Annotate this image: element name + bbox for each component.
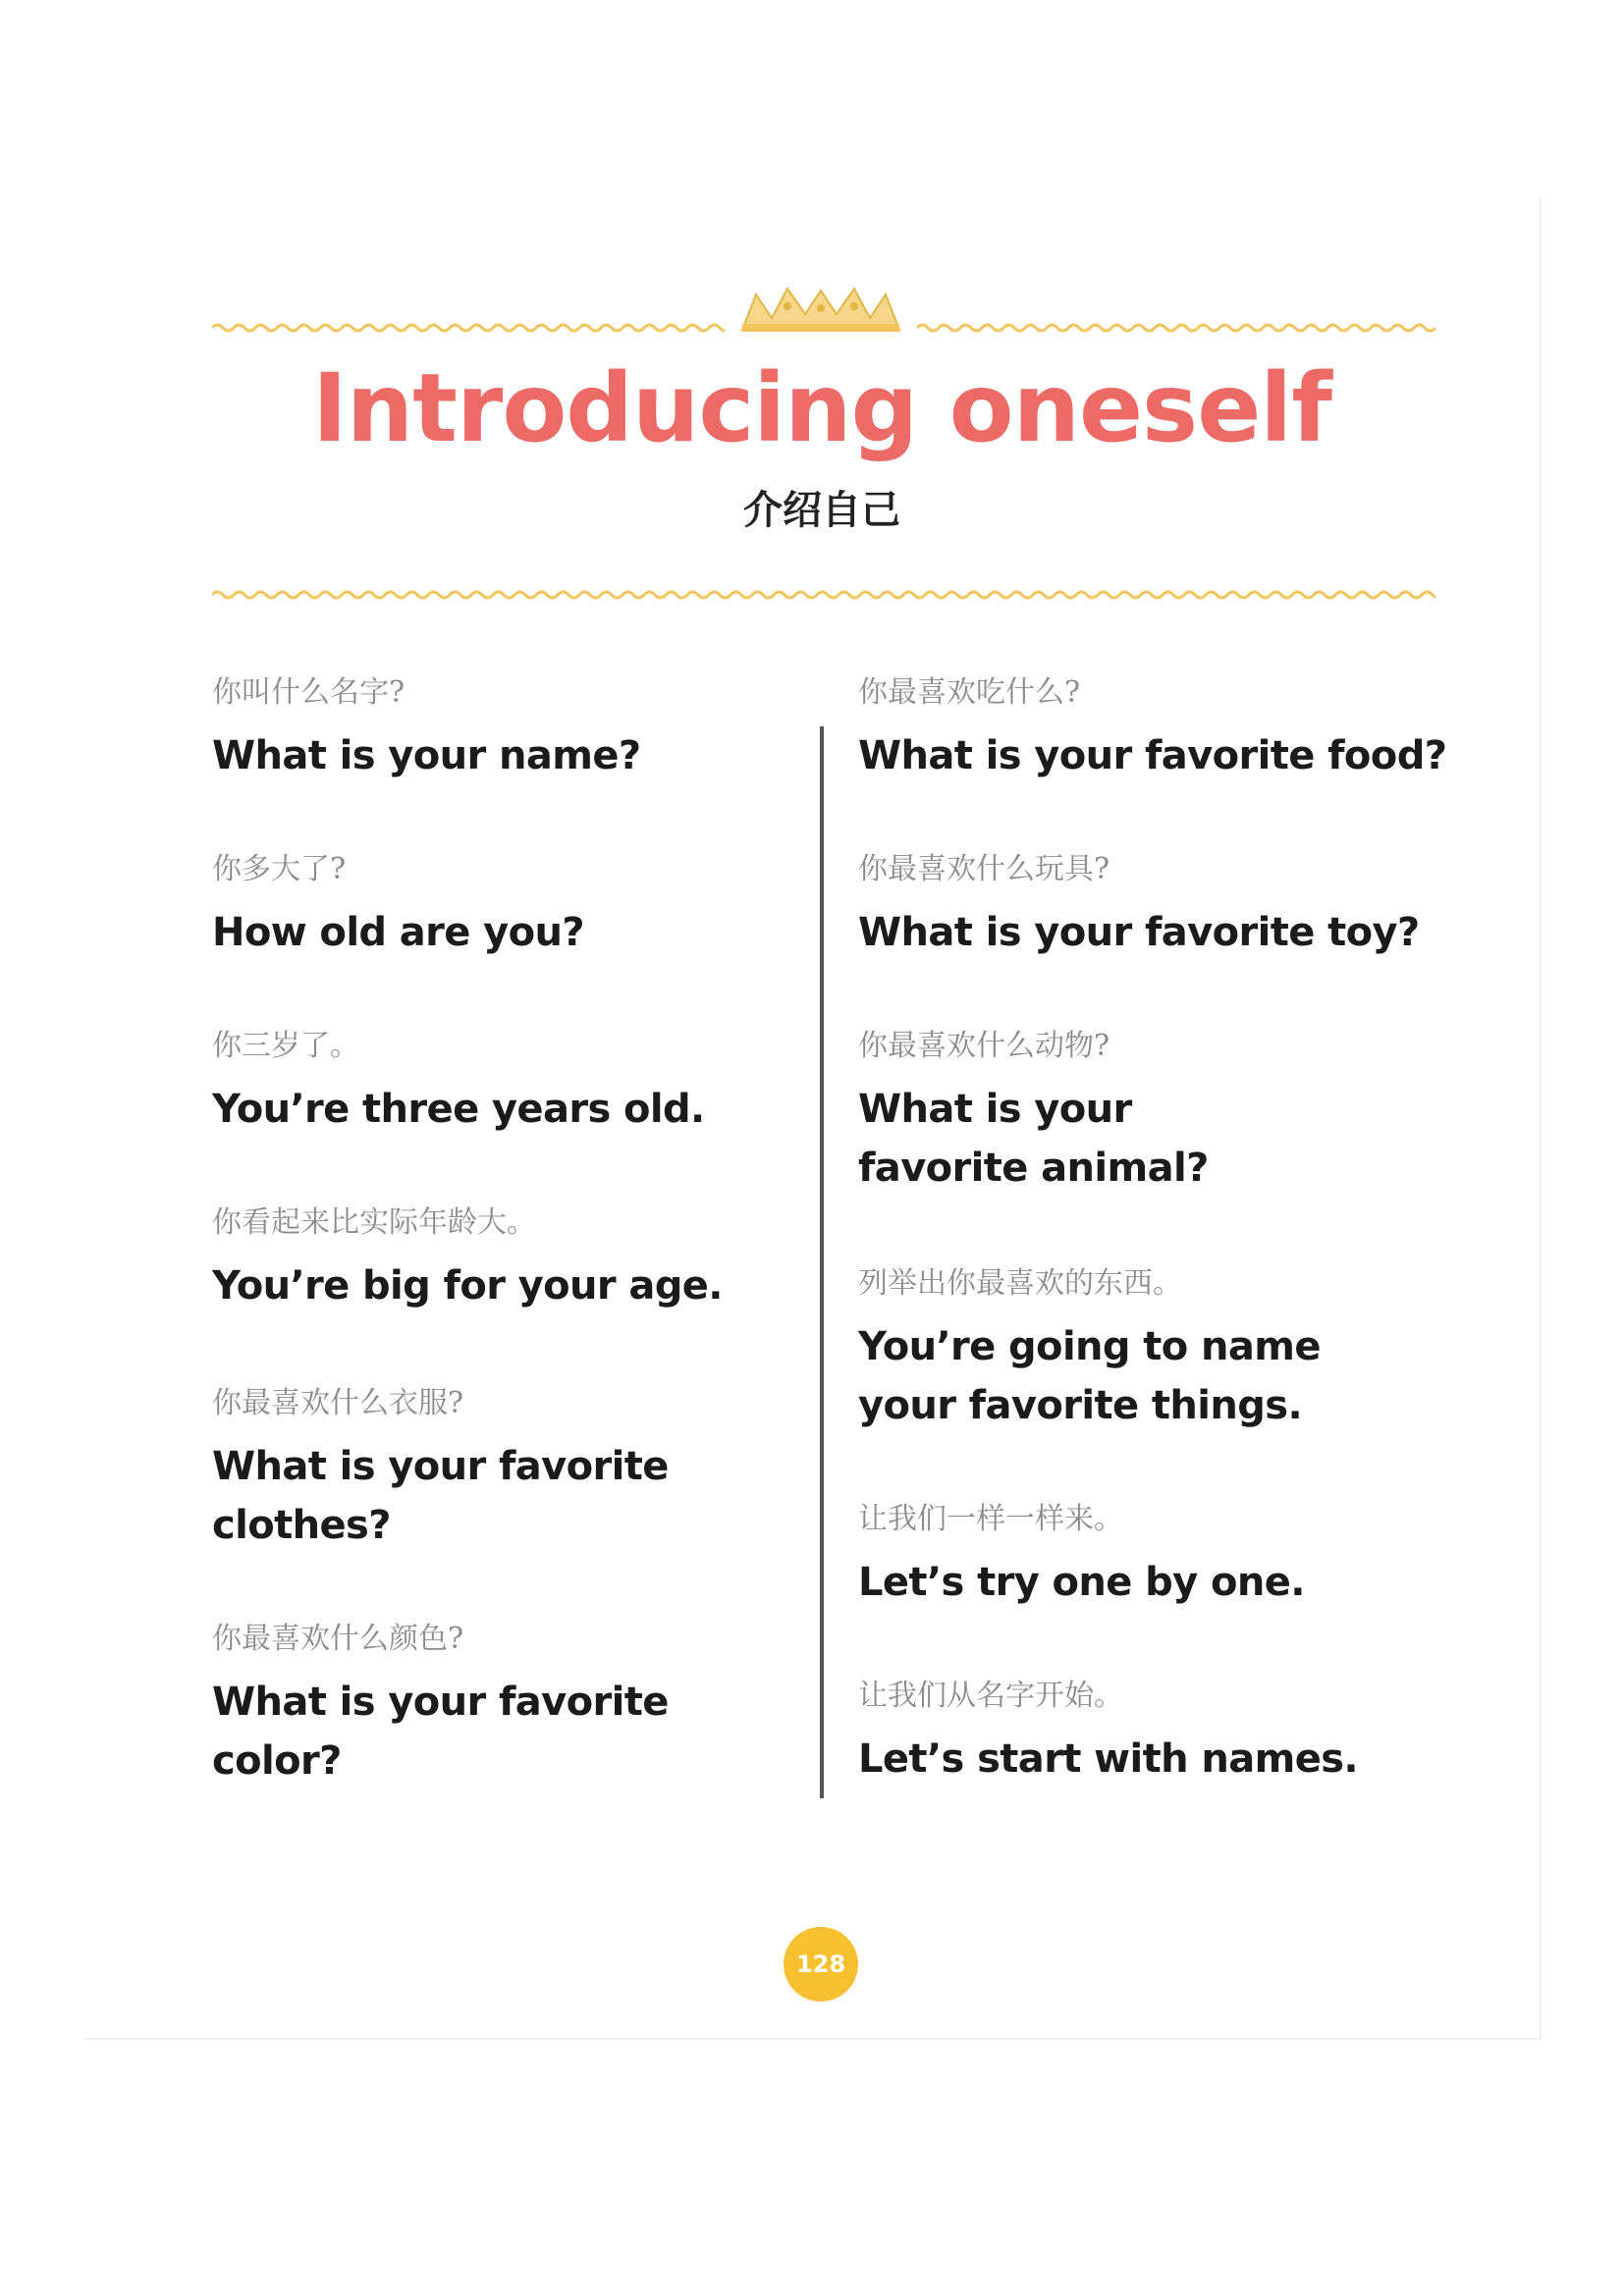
phrase-pair [858, 1679, 1447, 1789]
phrase-pair [212, 1029, 791, 1205]
bottom-wave [212, 585, 1435, 605]
page-subtitle: 介绍自己 [743, 488, 900, 533]
english-phrase: What is your favorite food? [858, 733, 1447, 778]
english-phrase: What is your favorite color? [212, 1680, 669, 1784]
english-phrase: What is your name? [212, 733, 641, 778]
chinese-prompt: 你最喜欢什么颜色? [212, 1622, 464, 1656]
chinese-prompt: 让我们一样一样来。 [858, 1502, 1123, 1536]
phrase-pair [212, 1622, 791, 1790]
phrase-pair [212, 852, 791, 1029]
phrase-pair [212, 1205, 791, 1386]
phrase-pair [858, 675, 1447, 852]
english-phrase: What is your favorite clothes? [212, 1444, 669, 1548]
column-divider [820, 726, 824, 1798]
page-number-badge: 128 [784, 1927, 858, 2002]
phrase-pair [858, 1029, 1447, 1266]
english-phrase: Let’s start with names. [858, 1736, 1359, 1782]
chinese-prompt: 你三岁了。 [212, 1029, 359, 1063]
chinese-prompt: 让我们从名字开始。 [858, 1679, 1123, 1713]
top-wave-right [917, 318, 1435, 338]
english-phrase: You’re three years old. [212, 1087, 705, 1132]
phrase-pair [858, 1266, 1447, 1502]
chinese-prompt: 你多大了? [212, 852, 347, 886]
phrase-pair [212, 675, 791, 852]
english-phrase: How old are you? [212, 910, 584, 955]
left-column [212, 675, 791, 1790]
english-phrase: You’re going to name your favorite things. [858, 1324, 1321, 1428]
english-phrase: What is your favorite animal? [858, 1087, 1209, 1191]
chinese-prompt: 你最喜欢什么衣服? [212, 1386, 464, 1420]
phrase-pair [212, 1386, 791, 1622]
chinese-prompt: 你看起来比实际年龄大。 [212, 1205, 536, 1240]
top-wave-left [212, 318, 725, 338]
crown-icon [738, 285, 903, 334]
chinese-prompt: 你最喜欢吃什么? [858, 675, 1081, 710]
phrase-pair [858, 852, 1447, 1029]
page-title: Introducing oneself [312, 353, 1331, 463]
english-phrase: You’re big for your age. [212, 1263, 723, 1308]
chinese-prompt: 你最喜欢什么动物? [858, 1029, 1110, 1063]
english-phrase: Let’s try one by one. [858, 1560, 1305, 1605]
phrase-pair [858, 1502, 1447, 1679]
chinese-prompt: 你叫什么名字? [212, 675, 406, 710]
english-phrase: What is your favorite toy? [858, 910, 1420, 955]
right-column [858, 675, 1447, 1789]
chinese-prompt: 你最喜欢什么玩具? [858, 852, 1110, 886]
chinese-prompt: 列举出你最喜欢的东西。 [858, 1266, 1182, 1301]
